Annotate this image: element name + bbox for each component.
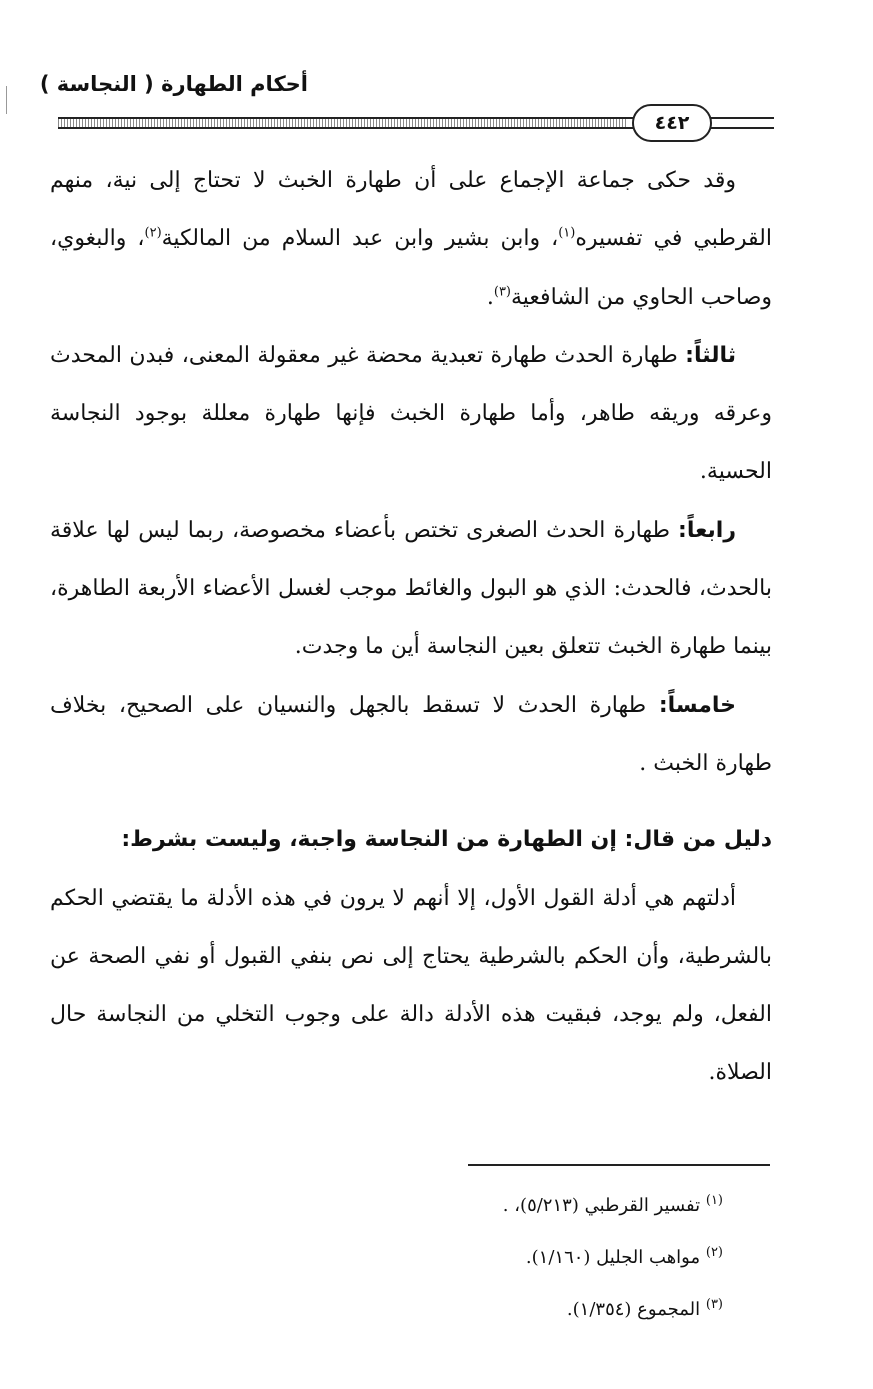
footnote-ref-3[interactable]: (٣) xyxy=(493,284,511,300)
footnote-separator xyxy=(468,1164,770,1166)
paragraph-fifthly xyxy=(50,677,772,794)
fifthly-lead: خامساً: xyxy=(658,692,736,718)
paragraph-1-part-1: وقد حكى جماعة الإجماع على أن طهارة الخبث لا تحتاج إلى نية، منهم القرطبي في تفسيره xyxy=(50,168,772,252)
page-number-badge xyxy=(632,104,712,142)
paragraph-1-part-3: ، والبغوي، وصاحب الحاوي من الشافعية xyxy=(50,226,772,310)
footnote-ref-1[interactable]: (١) xyxy=(558,225,576,241)
footnote-2-text: مواهب الجليل (١/١٦٠). xyxy=(525,1247,701,1268)
section-heading: دليل من قال: إن الطهارة من النجاسة واجبة، وليست بشرط: xyxy=(121,827,772,853)
fourthly-text: طهارة الحدث الصغرى تختص بأعضاء مخصوصة، ربما ليس لها علاقة بالحدث، فالحدث: الذي هو البول والغائط موجب لغسل الأعضاء الأربعة الطاهرة، بينما طهارة الخبث تتعلق بعين النجاسة أين ما وجدت. xyxy=(50,517,772,660)
paragraph-evidence: أدلتهم هي أدلة القول الأول، إلا أنهم لا يرون في هذه الأدلة ما يقتضي الحكم بالشرطية، وأن الحكم بالشرطية يحتاج إلى نص بنفي القبول أو نفي الصحة عن الفعل، ولم يوجد، فبقيت هذه الأدلة دالة على وجوب التخلي من النجاسة حال الصلاة. xyxy=(50,885,772,1086)
footnote-1-text: تفسير القرطبي (٥/٢١٣)، . xyxy=(502,1195,701,1216)
paragraph-1-part-2: ، وابن بشير وابن عبد السلام من المالكية xyxy=(161,226,559,252)
running-title: أحكام الطهارة ( النجاسة ) xyxy=(39,72,308,96)
paragraph-thirdly xyxy=(50,327,772,502)
thirdly-lead: ثالثاً: xyxy=(685,342,736,368)
footnote-3 xyxy=(323,1284,723,1336)
header-hatch-band xyxy=(58,119,628,127)
footnote-ref-2[interactable]: (٢) xyxy=(144,225,162,241)
footnote-1 xyxy=(323,1180,723,1232)
footnote-2-mark: (٢) xyxy=(705,1245,723,1260)
fourthly-lead: رابعاً: xyxy=(678,517,736,543)
footnote-3-text: المجموع (١/٣٥٤). xyxy=(566,1299,701,1320)
thirdly-text: طهارة الحدث طهارة تعبدية محضة غير معقولة المعنى، فبدن المحدث وعرقه وريقه طاهر، وأما طهارة الخبث فإنها طهارة معللة بوجود النجاسة الحسية. xyxy=(50,342,772,485)
paragraph-1 xyxy=(50,152,772,327)
footnote-2 xyxy=(323,1232,723,1284)
footnote-1-mark: (١) xyxy=(705,1193,723,1208)
paragraph-fourthly xyxy=(50,502,772,677)
main-text xyxy=(50,152,772,1103)
fifthly-text: طهارة الحدث لا تسقط بالجهل والنسيان على الصحيح، بخلاف طهارة الخبث . xyxy=(50,692,772,776)
page-number: ٤٤٢ xyxy=(654,112,690,134)
scan-margin-mark xyxy=(6,86,7,114)
footnotes xyxy=(323,1180,723,1336)
paragraph-1-part-4: . xyxy=(486,284,494,310)
footnote-3-mark: (٣) xyxy=(705,1297,723,1312)
